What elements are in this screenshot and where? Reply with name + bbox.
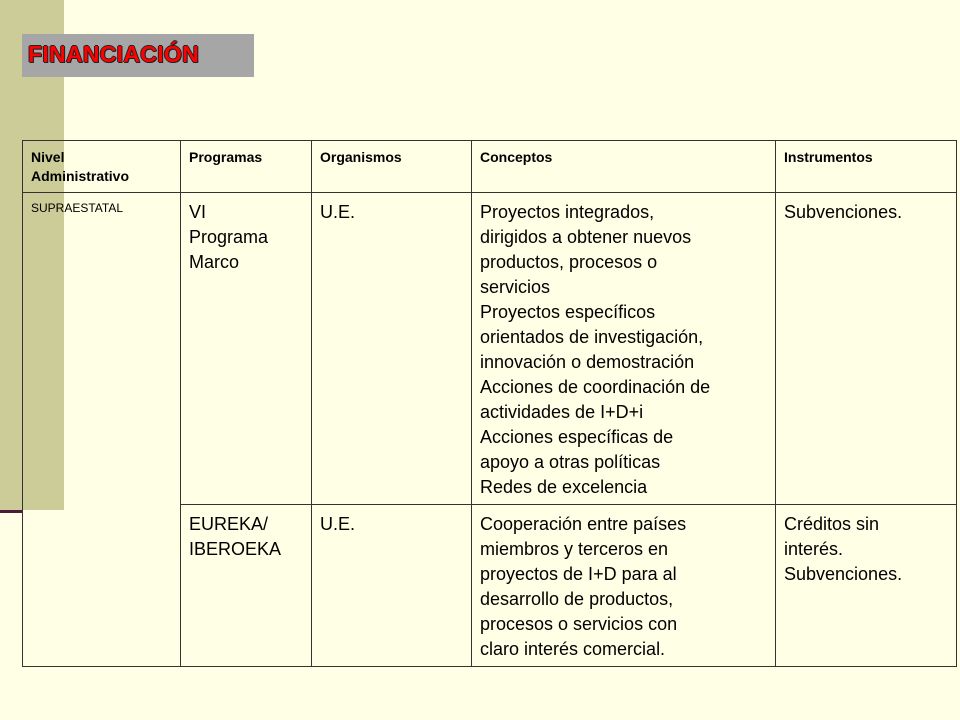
conceptos-cell <box>472 505 776 667</box>
instrumentos-cell <box>776 193 957 505</box>
concepto-line: apoyo a otras políticas <box>480 452 661 472</box>
instrumento-line: interés. <box>784 539 844 559</box>
concepto-line: servicios <box>480 277 551 297</box>
instrumento-line: Subvenciones. <box>784 202 903 222</box>
table-header-row <box>23 141 957 193</box>
financing-table <box>22 140 957 667</box>
programa-line: Marco <box>189 252 240 272</box>
instrumento-line: Créditos sin <box>784 514 880 534</box>
header-organismos: Organismos <box>312 141 472 193</box>
organismo-cell: U.E. <box>312 505 472 667</box>
concepto-line: miembros y terceros en <box>480 539 669 559</box>
concepto-line: innovación o demostración <box>480 352 695 372</box>
header-instrumentos: Instrumentos <box>776 141 957 193</box>
instrumentos-cell <box>776 505 957 667</box>
concepto-line: Redes de excelencia <box>480 477 648 497</box>
instrumento-line: Subvenciones. <box>784 564 903 584</box>
concepto-line: claro interés comercial. <box>480 639 666 659</box>
header-nivel-line: Nivel <box>31 149 65 165</box>
slide-title: FINANCIACIÓN <box>28 41 199 67</box>
programa-cell <box>181 505 312 667</box>
organismo-cell: U.E. <box>312 193 472 505</box>
concepto-line: Cooperación entre países <box>480 514 687 534</box>
concepto-line: Acciones de coordinación de <box>480 377 711 397</box>
concepto-line: Acciones específicas de <box>480 427 674 447</box>
header-programas: Programas <box>181 141 312 193</box>
programa-cell <box>181 193 312 505</box>
header-nivel-administrativo <box>23 141 181 193</box>
programa-line: VI <box>189 202 207 222</box>
header-nivel-line: Administrativo <box>31 168 130 184</box>
conceptos-cell <box>472 193 776 505</box>
programa-line: EUREKA/ <box>189 514 269 534</box>
nivel-cell: SUPRAESTATAL <box>23 193 181 667</box>
concepto-line: Proyectos específicos <box>480 302 656 322</box>
programa-line: Programa <box>189 227 269 247</box>
table-row <box>23 193 957 505</box>
concepto-line: desarrollo de productos, <box>480 589 674 609</box>
concepto-line: dirigidos a obtener nuevos <box>480 227 692 247</box>
programa-line: IBEROEKA <box>189 539 282 559</box>
header-conceptos: Conceptos <box>472 141 776 193</box>
concepto-line: productos, procesos o <box>480 252 658 272</box>
concepto-line: orientados de investigación, <box>480 327 704 347</box>
left-accent-rule <box>0 510 22 513</box>
concepto-line: actividades de I+D+i <box>480 402 644 422</box>
concepto-line: procesos o servicios con <box>480 614 678 634</box>
concepto-line: Proyectos integrados, <box>480 202 655 222</box>
concepto-line: proyectos de I+D para al <box>480 564 677 584</box>
